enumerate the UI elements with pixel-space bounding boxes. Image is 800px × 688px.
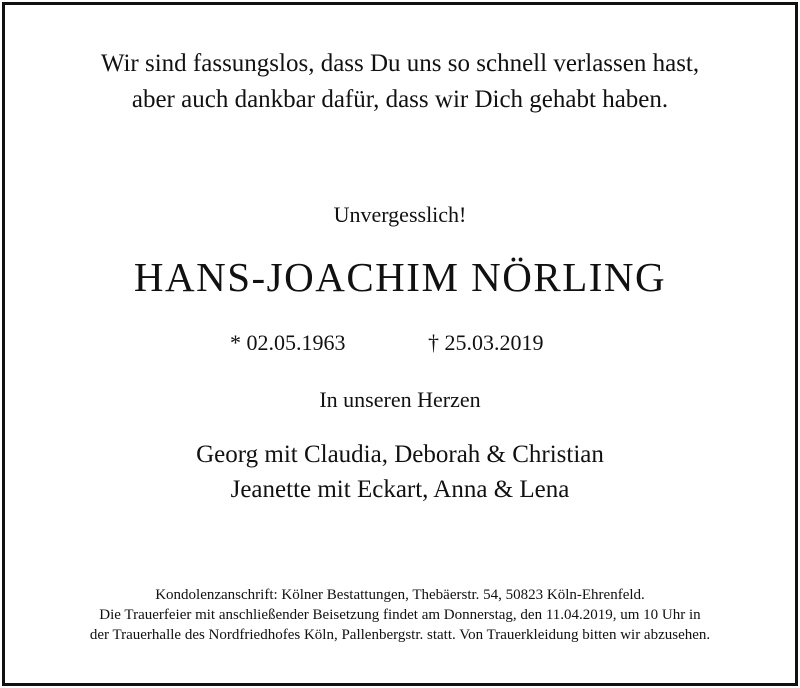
funeral-info-line-1: Die Trauerfeier mit anschließender Beisetzung findet am Donnerstag, den 11.04.2019, um 10 Uhr in <box>99 607 701 623</box>
hearts-line: In unseren Herzen <box>319 387 481 412</box>
obituary-notice <box>2 2 798 686</box>
condolence-address: Kondolenzanschrift: Kölner Bestattungen, Thebäerstr. 54, 50823 Köln-Ehrenfeld. <box>155 587 645 603</box>
motto: Unvergesslich! <box>333 202 467 227</box>
deceased-name: HANS-JOACHIM NÖRLING <box>133 254 667 300</box>
death-date: † 25.03.2019 <box>428 330 544 355</box>
family-line-2: Jeanette mit Eckart, Anna & Lena <box>230 476 570 503</box>
funeral-info-line-2: der Trauerhalle des Nordfriedhofes Köln, Pallenbergstr. statt. Von Trauerkleidung bitten wir abzusehen. <box>89 627 711 643</box>
quote-line-1: Wir sind fassungslos, dass Du uns so schnell verlassen hast, <box>100 50 700 77</box>
quote-line-2: aber auch dankbar dafür, dass wir Dich gehabt haben. <box>131 86 669 113</box>
birth-date: * 02.05.1963 <box>230 330 346 355</box>
family-line-1: Georg mit Claudia, Deborah & Christian <box>196 441 604 468</box>
